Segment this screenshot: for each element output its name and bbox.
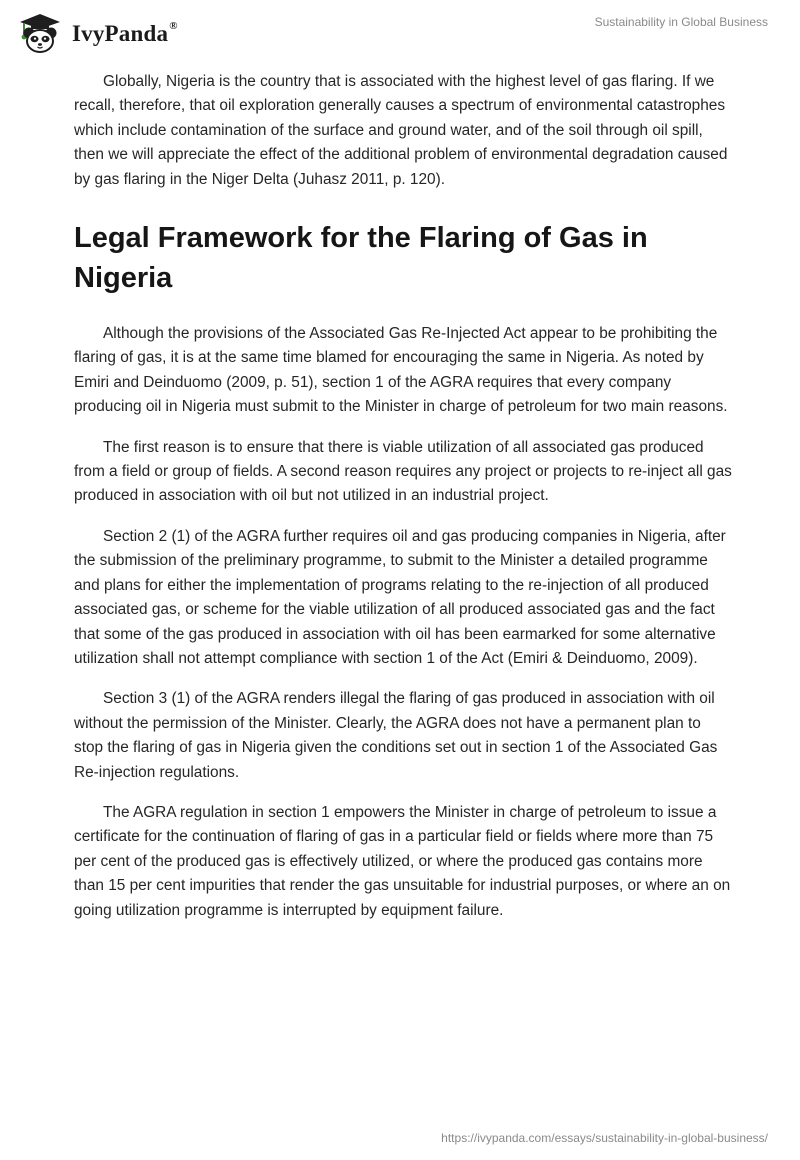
page-header xyxy=(0,0,800,70)
paragraph-intro: Globally, Nigeria is the country that is associated with the highest level of gas flaring. If we recall, therefore, that oil exploration generally causes a spectrum of environmental catastrophes which include contamination of the surface and ground water, and of the soil through oil spill, then we will appreciate the effect of the additional problem of environmental degradation caused by gas flaring in the Niger Delta (Juhasz 2011, p. 120). xyxy=(74,73,728,188)
paragraph-certificate: The AGRA regulation in section 1 empowers the Minister in charge of petroleum to issue a certificate for the continuation of flaring of gas in a particular field or fields where more than 75 per cent of the produced gas is effectively utilized, or where the produced gas contains more than 15 per cent impurities that render the gas unsuitable for industrial purposes, or where an on going utilization programme is interrupted by equipment failure. xyxy=(74,803,731,919)
article-body xyxy=(74,70,734,939)
brand-name xyxy=(72,20,178,47)
paragraph-section-3: Section 3 (1) of the AGRA renders illegal the flaring of gas produced in association with oil without the permission of the Minister. Clearly, the AGRA does not have a permanent plan to stop the flaring of gas in Nigeria given the conditions set out in section 1 of the Associated Gas Re-injection regulations. xyxy=(74,690,718,781)
ivypanda-logo[interactable] xyxy=(16,12,178,54)
paragraph-section-2: Section 2 (1) of the AGRA further requires oil and gas producing companies in Nigeria, after the submission of the preliminary programme, to submit to the Minister a detailed programme and plans for either the implementation of programs relating to the re-injection of all produced associated gas, or scheme for the viable utilization of all produced associated gas and the fact that some of the gas produced in association with oil has been earmarked for some alternative utilization shall not attempt compliance with section 1 of the Act (Emiri & Deinduomo, 2009). xyxy=(74,527,726,667)
panda-graduate-icon xyxy=(16,12,64,54)
paragraph-agra-overview: Although the provisions of the Associated Gas Re-Injected Act appear to be prohibiting the flaring of gas, it is at the same time blamed for encouraging the same in Nigeria. As noted by Emiri and Deinduomo (2009, p. 51), section 1 of the AGRA requires that every company producing oil in Nigeria must submit to the Minister in charge of petroleum for two main reasons. xyxy=(74,325,728,416)
paragraph-first-reason: The first reason is to ensure that there is viable utilization of all associated gas produced from a field or group of fields. A second reason requires any project or projects to re-inject all gas produced in association with oil but not utilized in an industrial project. xyxy=(74,438,732,505)
document-title: Sustainability in Global Business xyxy=(594,15,768,29)
section-heading: Legal Framework for the Flaring of Gas in Nigeria xyxy=(74,222,648,295)
registered-mark: ® xyxy=(169,19,178,32)
source-url[interactable]: https://ivypanda.com/essays/sustainability-in-global-business/ xyxy=(441,1131,768,1145)
brand-text: IvyPanda xyxy=(72,20,169,46)
